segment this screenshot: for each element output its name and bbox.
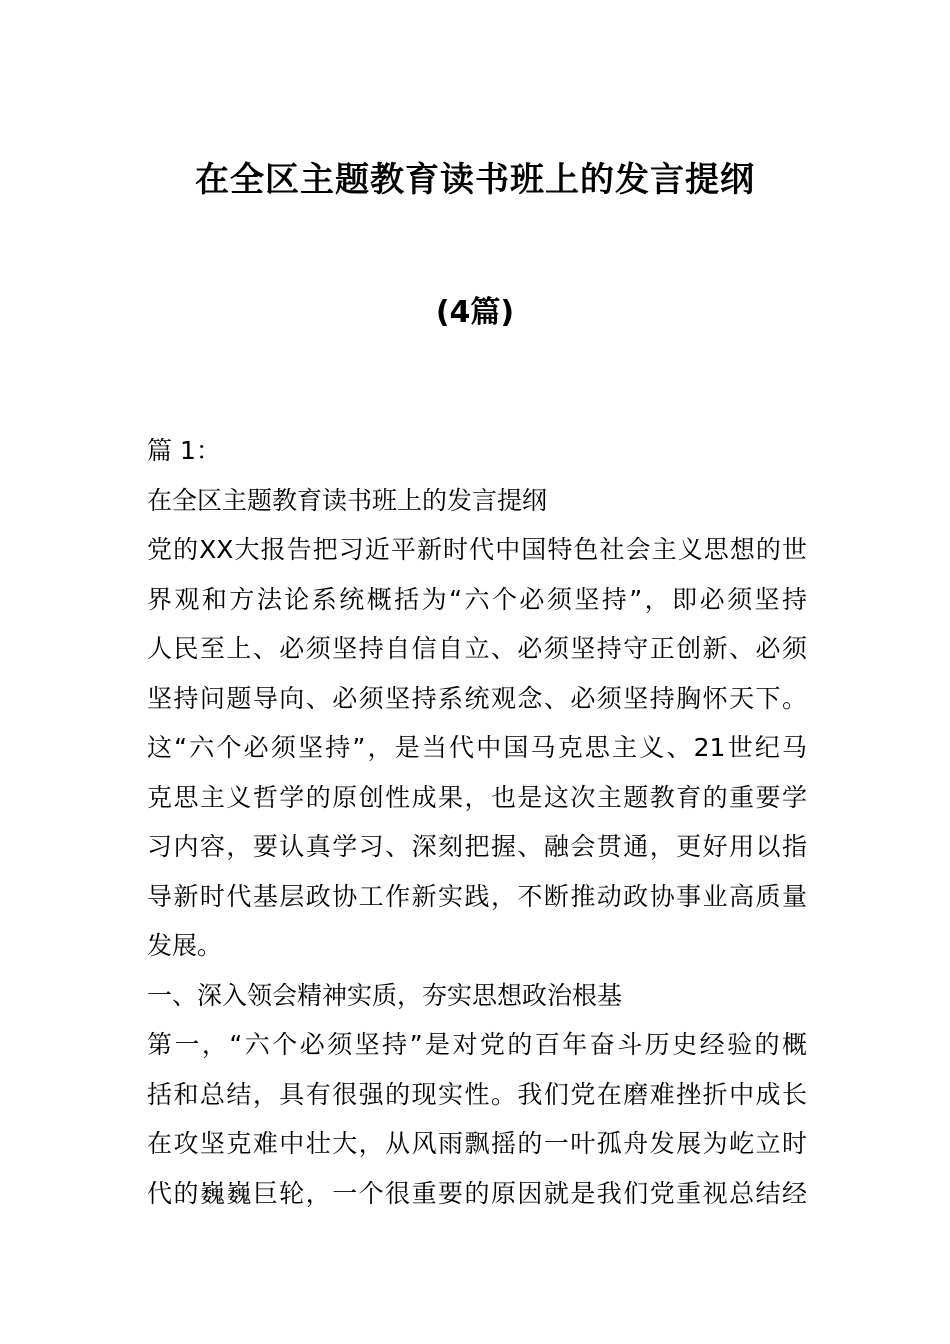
document-body (147, 426, 807, 1218)
paragraph-line: 坚持问题导向、必须坚持系统观念、必须坚持胸怀天下。 (147, 683, 807, 713)
paragraph-line: 人民至上、必须坚持自信自立、必须坚持守正创新、必须 (147, 634, 807, 663)
paragraph-line: 导新时代基层政协工作新实践，不断推动政协事业高质量 (147, 881, 807, 911)
subsection-heading: 一、深入领会精神实质，夯实思想政治根基 (147, 980, 623, 1010)
section-label: 篇 1： (147, 436, 221, 465)
paragraph-line: 这“六个必须坚持”，是当代中国马克思主义、21世纪马 (147, 733, 807, 762)
document-title: 在全区主题教育读书班上的发言提纲 (195, 160, 755, 200)
document-subtitle: (4篇) (435, 295, 515, 330)
paragraph-line: 克思主义哲学的原创性成果，也是这次主题教育的重要学 (147, 782, 807, 812)
paragraph-line: 第一，“六个必须坚持”是对党的百年奋斗历史经验的概 (147, 1030, 807, 1059)
paragraph-line: 在攻坚克难中壮大，从风雨飘摇的一叶孤舟发展为屹立时 (147, 1129, 807, 1158)
paragraph-line: 习内容，要认真学习、深刻把握、融会贯通，更好用以指 (147, 832, 807, 861)
paragraph-line: 括和总结，具有很强的现实性。我们党在磨难挫折中成长 (147, 1079, 807, 1109)
paragraph-line: 界观和方法论系统概括为“六个必须坚持”，即必须坚持 (147, 584, 807, 614)
section-heading: 在全区主题教育读书班上的发言提纲 (147, 485, 548, 515)
paragraph-line: 发展。 (147, 931, 223, 960)
paragraph-line: 党的XX大报告把习近平新时代中国特色社会主义思想的世 (147, 535, 807, 564)
paragraph-line: 代的巍巍巨轮，一个很重要的原因就是我们党重视总结经 (147, 1178, 807, 1208)
